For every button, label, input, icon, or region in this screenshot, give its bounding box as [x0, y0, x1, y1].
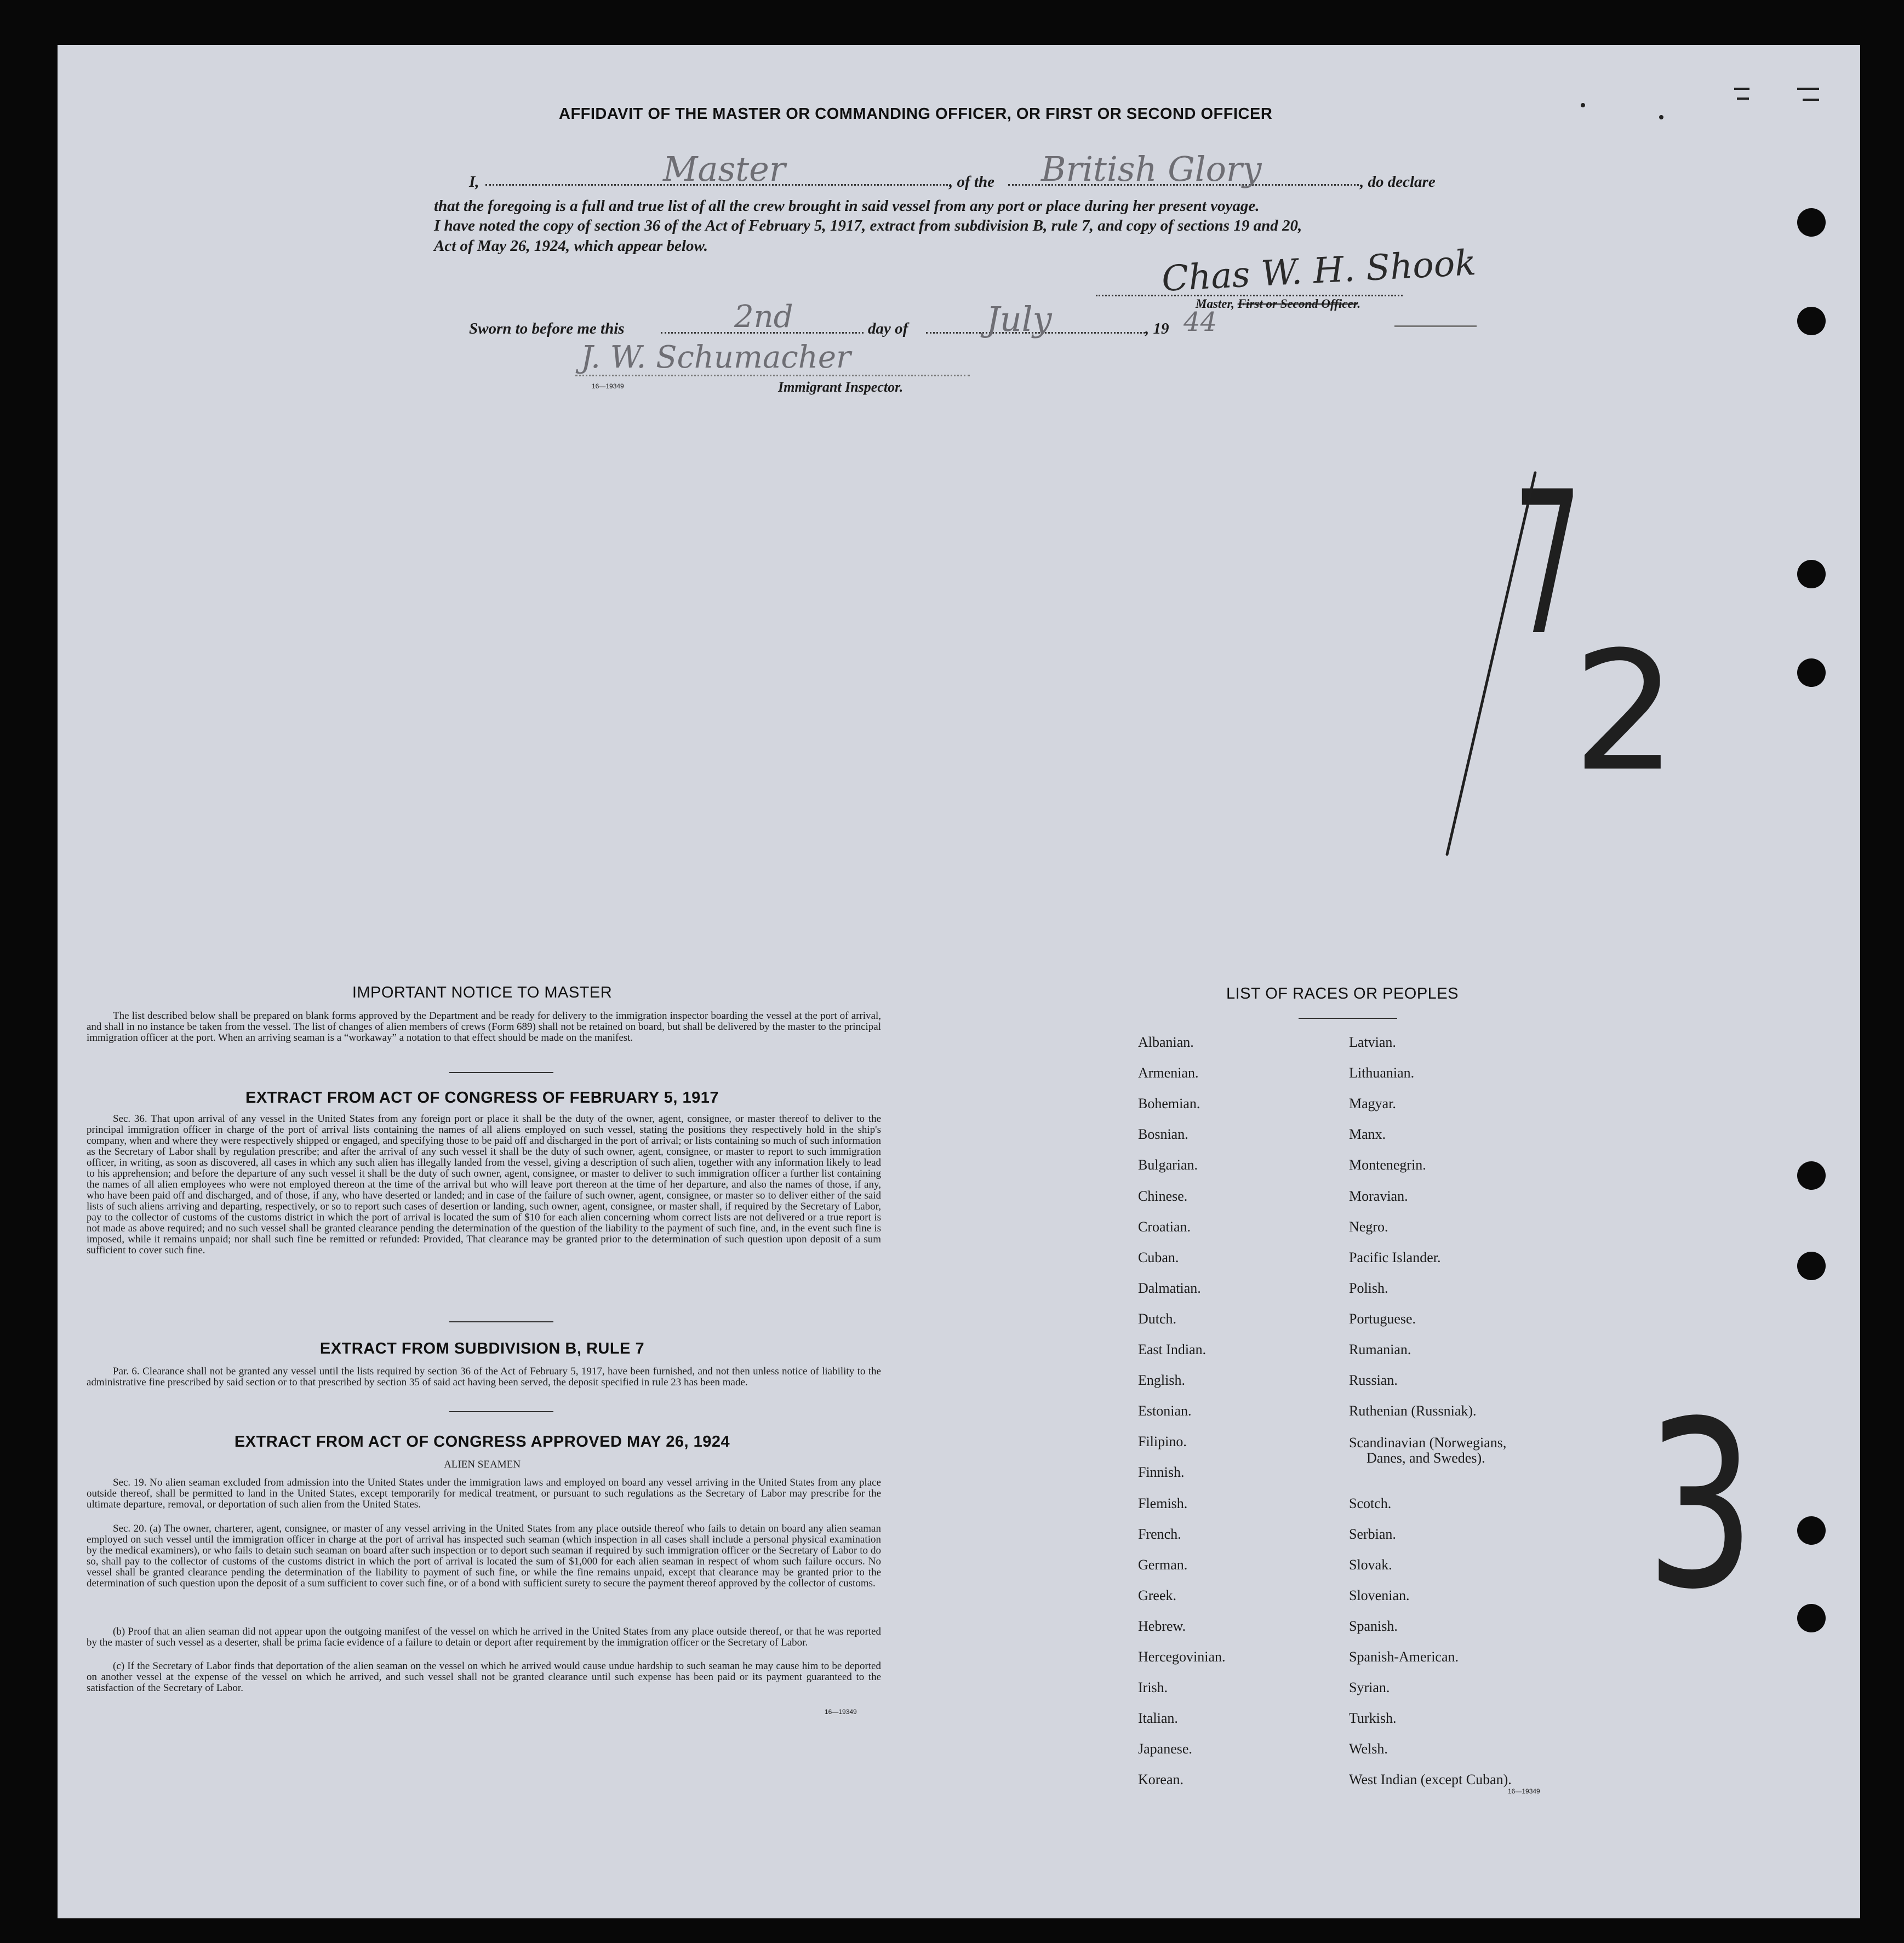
signature-caption: Master, First or Second Officer.: [1196, 297, 1361, 311]
race-item: Ruthenian (Russniak).: [1349, 1403, 1477, 1419]
races-form-number: 16—19349: [1508, 1787, 1540, 1795]
section-divider: [449, 1072, 553, 1073]
handwritten-page-mark: 3: [1645, 1372, 1756, 1640]
sworn-day-label: day of: [868, 320, 908, 337]
extract2-title: EXTRACT FROM SUBDIVISION B, RULE 7: [319, 1340, 645, 1357]
race-item: Serbian.: [1349, 1526, 1396, 1542]
race-item: West Indian (except Cuban).: [1349, 1772, 1512, 1788]
inspector-signature: J. W. Schumacher: [581, 340, 851, 375]
race-item: Syrian.: [1349, 1680, 1390, 1696]
sworn-year-prefix: , 19: [1145, 320, 1169, 337]
race-item: Greek.: [1138, 1587, 1177, 1603]
race-item: Italian.: [1138, 1710, 1178, 1727]
extract1-text: Sec. 36. That upon arrival of any vessel in the United States from any foreign port or place it shall be the duty of the owner, agent, consignee, or master thereof to deliver to the principal immigration officer in charge of the port of arrival lists containing the names of all aliens employed on such vessel, stating the positions they respectively hold in the ship's company, when and where they were respectively shipped or engaged, and specifying those to be paid off and discharged in the port of arrival; or lists containing so much of such information as the Secretary of Labor shall by regulation prescribe; and after the arrival of any such vessel it shall be the duty of such owner, agent, consignee, or master to report to such immigration officer, in writing, as soon as discovered, all cases in which any such alien has illegally landed from the vessel, giving a description of such alien, together with any information likely to lead to his apprehension; and before the departure of any such vessel it shall be the duty of such owner, agent, consignee, or master to deliver to such immigration officer a further list containing the names of all alien employees who were not employed thereon at the time of the arrival but who will leave port thereon at the time of her departure, and also the names of those, if any, who have been paid off and discharged, and of those, if any, who have deserted or landed; and in case of the failure of such owner, agent, consignee, or master so to deliver either of the said lists of such aliens arriving and departing, respectively, or so to report such cases of desertion or landing, such owner, agent, consignee, or master shall, if required by the Secretary of Labor, pay to the collector of customs of the customs district in which the port of arrival is located the sum of $10 for each alien concerning whom correct lists are not delivered or a true report is not made as above required; and no such vessel shall be granted clearance pending the determination of the question of the liability to the payment of such fine, and, in the event such fine is imposed, while it remains unpaid; nor shall such fine be remitted or refunded: Provided, That clearance may be granted prior to the determination of such question upon deposit of a sum sufficient to cover such fine.: [87, 1113, 881, 1256]
inspector-line: [575, 375, 970, 376]
scan-mark: [1737, 98, 1749, 100]
race-item: Bohemian.: [1138, 1096, 1200, 1112]
inspector-caption: Immigrant Inspector.: [778, 379, 904, 395]
notice-text: The list described below shall be prepared on blank forms approved by the Department and be ready for delivery to the immigration inspector boarding the vessel at the port of arrival, and shall in no instance be taken from the vessel. The list of changes of alien members of crews (Form 689) shall not be retained on board, but shall be delivered by the master to the principal immigration officer at the port. When an arriving seaman is a “workaway” a notation to that effect should be made on the manifest.: [87, 1010, 881, 1044]
race-item: Dutch.: [1138, 1310, 1177, 1327]
signature-line: [1096, 295, 1403, 296]
race-item: Portuguese.: [1349, 1310, 1416, 1327]
race-item: Moravian.: [1349, 1188, 1408, 1204]
extract2-text: Par. 6. Clearance shall not be granted any vessel until the lists required by section 36 of the Act of February 5, 1917, have been furnished, and not then unless notice of liability to the administrative fine prescribed by said section or to that prescribed by section 35 of said act having been served, the deposit specified in rule 23 has been made.: [87, 1366, 881, 1388]
handwritten-vessel: British Glory: [1041, 149, 1262, 189]
race-item: Hebrew.: [1138, 1618, 1186, 1634]
race-item: Pacific Islander.: [1349, 1249, 1441, 1265]
master-signature: Chas W. H. Shook: [1160, 243, 1477, 300]
extract3-sec20c: (c) If the Secretary of Labor finds that deportation of the alien seaman on the vessel on which he arrived would cause undue hardship to such seaman he may cause him to be deported on another vessel at the expense of the vessel on which he arrived, and such vessel shall not be granted clearance until such expense has been paid or its payment guaranteed to the satisfaction of the Secretary of Labor.: [87, 1660, 881, 1694]
race-item: Chinese.: [1138, 1188, 1188, 1204]
handwritten-month: July: [986, 299, 1052, 339]
handwritten-rank: Master: [663, 149, 786, 189]
scan-mark: [1581, 103, 1585, 107]
race-item: Scandinavian (Norwegians,: [1349, 1435, 1507, 1451]
race-item: Spanish.: [1349, 1618, 1398, 1634]
handwritten-day: 2nd: [734, 299, 793, 335]
race-item: Manx.: [1349, 1126, 1386, 1143]
races-title: LIST OF RACES OR PEOPLES: [1226, 985, 1459, 1002]
signature-caption-master: Master,: [1196, 297, 1234, 311]
sworn-prefix: Sworn to before me this: [469, 320, 625, 337]
race-item: Slovenian.: [1349, 1587, 1410, 1603]
race-item: Cuban.: [1138, 1249, 1179, 1265]
extract3-sec20a: Sec. 20. (a) The owner, charterer, agent, consignee, or master of any vessel arriving in the United States from any place outside thereof who fails to detain on board any alien seaman employed on such vessel until the immigration officer in charge at the port of arrival has inspected such seaman (which inspection in all cases shall include a personal physical examination by the medical examiners), or who fails to detain such seaman on board after such inspection or to deport such seaman if required by such immigration officer or the Secretary of Labor to do so, shall pay to the collector of customs of the customs district in which the port of arrival is located the sum of $1,000 for each alien seaman in respect of whom such failure occurs. No vessel shall be granted clearance pending the determination of the liability to payment of such fine, or while the fine remains unpaid, except that clearance may be granted prior to the determination of such question upon the deposit of a sum sufficient to cover such fine, or of a bond with sufficient surety to secure the payment thereof approved by the collector of customs.: [87, 1523, 881, 1589]
punch-hole: [1797, 658, 1826, 687]
affidavit-of-the: , of the: [949, 173, 994, 191]
affidavit-line-2: that the foregoing is a full and true list of all the crew brought in said vessel from any port or place during her present voyage.: [434, 197, 1260, 215]
punch-hole: [1797, 1604, 1826, 1632]
race-item: Irish.: [1138, 1680, 1168, 1696]
race-item: Bosnian.: [1138, 1126, 1188, 1143]
race-item: Spanish-American.: [1349, 1649, 1459, 1665]
race-item: Polish.: [1349, 1280, 1388, 1296]
race-item: Dalmatian.: [1138, 1280, 1201, 1296]
affidavit-declare: , do declare: [1360, 173, 1436, 191]
extract3-subtitle: ALIEN SEAMEN: [444, 1459, 521, 1470]
race-item: Finnish.: [1138, 1464, 1185, 1481]
race-item: Scotch.: [1349, 1495, 1392, 1511]
race-item: Albanian.: [1138, 1034, 1194, 1050]
affidavit-prefix: I,: [469, 173, 479, 191]
affidavit-line-4: Act of May 26, 1924, which appear below.: [434, 237, 708, 255]
race-item: Latvian.: [1349, 1034, 1396, 1050]
race-item: Turkish.: [1349, 1710, 1397, 1727]
punch-hole: [1797, 208, 1826, 237]
scan-mark: [1659, 115, 1663, 119]
race-item: Russian.: [1349, 1372, 1398, 1389]
race-item: Negro.: [1349, 1218, 1388, 1235]
scan-mark: [1803, 99, 1819, 101]
fraction-numerator: 7: [1513, 449, 1582, 679]
race-item: Hercegovinian.: [1138, 1649, 1226, 1665]
punch-hole: [1797, 1161, 1826, 1190]
affidavit-line-3: I have noted the copy of section 36 of the Act of February 5, 1917, extract from subdivision B, rule 7, and copy of sections 19 and 20,: [434, 217, 1302, 234]
race-item: Flemish.: [1138, 1495, 1188, 1511]
races-divider: [1299, 1018, 1397, 1019]
race-item: Filipino.: [1138, 1434, 1187, 1450]
race-item: Lithuanian.: [1349, 1065, 1415, 1081]
race-item: Estonian.: [1138, 1403, 1192, 1419]
scan-mark: [1797, 88, 1819, 90]
extract3-sec20b: (b) Proof that an alien seaman did not appear upon the outgoing manifest of the vessel on which he arrived in the United States from any place outside thereof, or that he was reported by the master of such vessel as a deserter, shall be prima facie evidence of a failure to detain or deport after requirement by the immigration officer or the Secretary of Labor.: [87, 1626, 881, 1648]
race-item: East Indian.: [1138, 1342, 1207, 1357]
race-item: Slovak.: [1349, 1556, 1392, 1573]
race-item: French.: [1138, 1526, 1181, 1542]
race-item: Montenegrin.: [1349, 1157, 1426, 1173]
stray-line: [1394, 325, 1477, 327]
handwritten-year: 44: [1183, 307, 1217, 337]
section-divider: [449, 1321, 553, 1322]
scan-mark: [1734, 88, 1749, 90]
punch-hole: [1797, 1516, 1826, 1545]
extract3-sec19: Sec. 19. No alien seaman excluded from admission into the United States under the immigration laws and employed on board any vessel arriving in the United States from any place outside thereof, shall be permitted to land in the United States, except temporarily for medical treatment, or pursuant to such regulations as the Secretary of Labor may prescribe for the ultimate departure, removal, or deportation of such alien from the United States.: [87, 1477, 881, 1510]
race-item: Korean.: [1138, 1772, 1184, 1788]
race-item: Rumanian.: [1349, 1342, 1411, 1357]
notice-title: IMPORTANT NOTICE TO MASTER: [352, 984, 613, 1001]
race-item: English.: [1138, 1372, 1185, 1389]
punch-hole: [1797, 1252, 1826, 1280]
race-item: Armenian.: [1138, 1065, 1199, 1081]
race-item: Magyar.: [1349, 1096, 1396, 1112]
affidavit-form-number: 16—19349: [592, 382, 624, 390]
extract-form-number: 16—19349: [825, 1708, 857, 1716]
race-item: Welsh.: [1349, 1741, 1388, 1757]
handwritten-fraction: [1452, 449, 1677, 898]
extract1-title: EXTRACT FROM ACT OF CONGRESS OF FEBRUARY 5, 1917: [245, 1089, 719, 1107]
race-item: German.: [1138, 1556, 1188, 1573]
race-item: Danes, and Swedes).: [1366, 1450, 1485, 1466]
affidavit-title: AFFIDAVIT OF THE MASTER OR COMMANDING OFFICER, OR FIRST OR SECOND OFFICER: [559, 105, 1273, 123]
punch-hole: [1797, 307, 1826, 335]
section-divider: [449, 1411, 553, 1412]
race-item: Bulgarian.: [1138, 1157, 1198, 1173]
race-item: Croatian.: [1138, 1218, 1191, 1235]
punch-hole: [1797, 560, 1826, 588]
signature-caption-struck: First or Second Officer: [1237, 297, 1358, 311]
fraction-denominator: 2: [1573, 616, 1677, 807]
race-item: Japanese.: [1138, 1741, 1192, 1757]
extract3-title: EXTRACT FROM ACT OF CONGRESS APPROVED MAY 26, 1924: [234, 1433, 730, 1451]
